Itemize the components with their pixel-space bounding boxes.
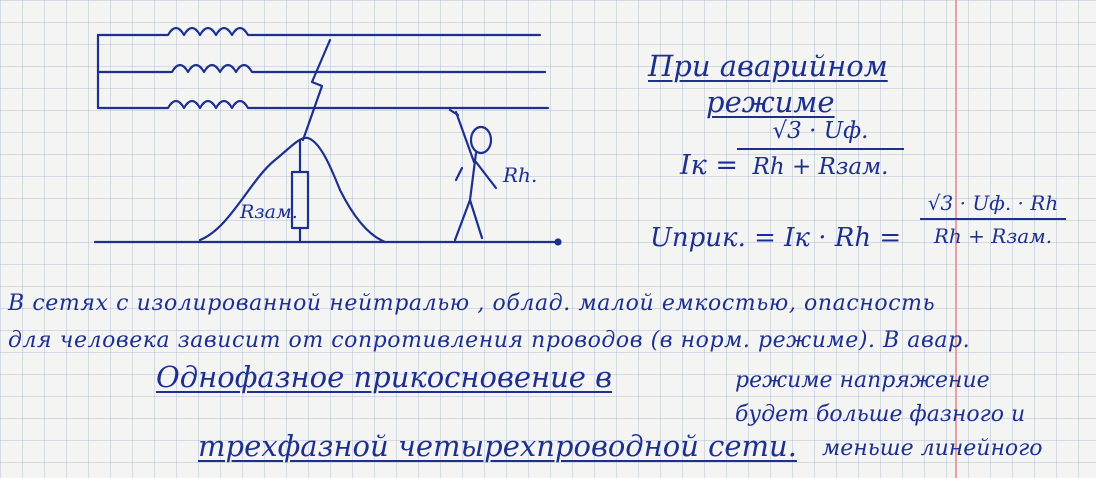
phase-line-3 — [98, 101, 548, 108]
person-body — [450, 110, 496, 240]
right-text-line-3: меньше линейного — [822, 436, 1043, 461]
heading-line-1: При аварийном — [648, 49, 888, 83]
right-text-line-1: режиме напряжение — [735, 368, 990, 393]
ik-fraction — [733, 120, 908, 179]
person-label: Rh. — [503, 163, 538, 187]
fault-lightning — [303, 40, 330, 140]
uprik-denominator: Rh + Rзам. — [933, 224, 1053, 248]
ik-numerator: √3 · Uф. — [772, 118, 869, 144]
heading-line-2: режиме — [706, 85, 835, 119]
person-arm-mark — [456, 168, 462, 180]
text-line-1: В сетях с изолированной нейтралью , облад. малой емкостью, опасность — [8, 291, 936, 316]
ik-denominator: Rh + Rзам. — [752, 154, 889, 180]
title-line-2: трехфазной четырехпроводной сети. — [198, 429, 797, 463]
ik-left: Iк = — [680, 150, 738, 181]
person-head — [471, 127, 491, 153]
text-line-2: для человека зависит от сопротивления проводов (в норм. режиме). В авар. — [8, 328, 971, 353]
ground-end-dot — [556, 240, 561, 245]
resistor-label: Rзам. — [240, 201, 298, 223]
phase-line-2 — [98, 65, 545, 72]
uprik-left: Uприк. = Iк · Rh = — [650, 223, 902, 253]
title-line-1: Однофазное прикосновение в — [156, 360, 613, 394]
uprik-numerator: √3 · Uф. · Rh — [927, 191, 1059, 215]
uprik-fraction — [918, 193, 1068, 246]
phase-line-1 — [98, 28, 540, 35]
right-text-line-2: будет больше фазного и — [735, 402, 1026, 427]
